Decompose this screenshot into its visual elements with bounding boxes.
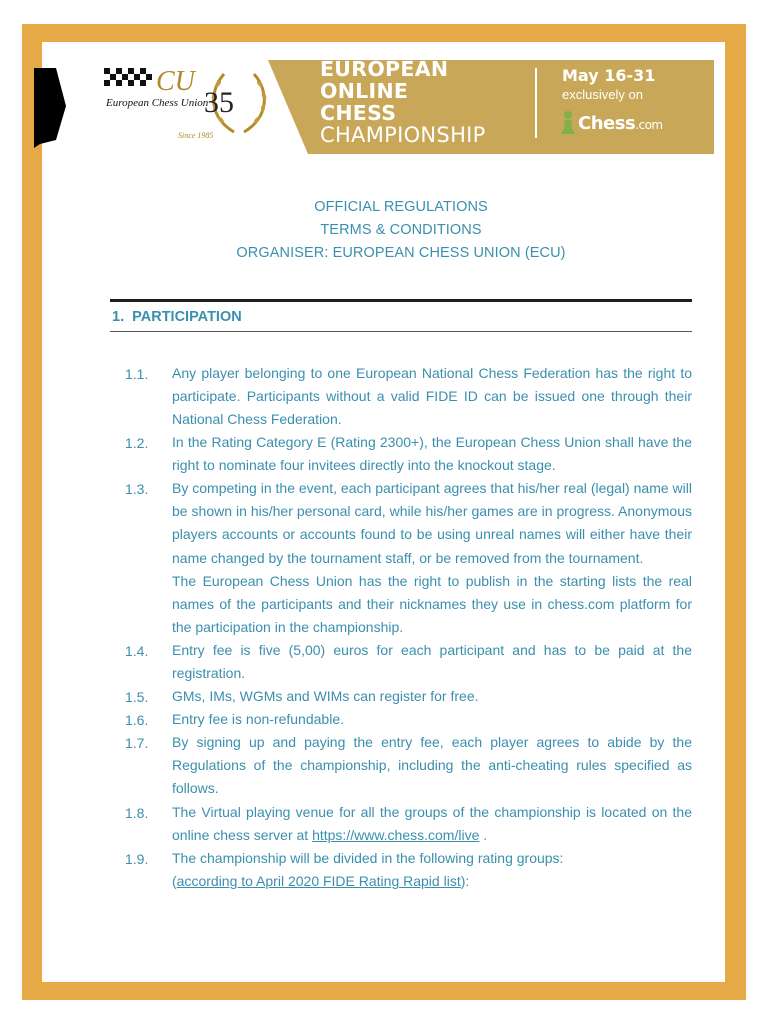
doc-heading: TERMS & CONDITIONS <box>320 222 482 238</box>
chessboard-flag-icon <box>104 68 152 86</box>
banner-title-line: CHESS <box>320 101 397 125</box>
banner-title-line: ONLINE <box>320 79 409 103</box>
banner-title <box>320 58 486 146</box>
bookmark-arrow-icon <box>32 66 68 150</box>
banner-exclusive-text: exclusively on <box>562 87 643 102</box>
item-text: The championship will be divided in the following rating groups: (according to April 2020 FIDE Rating Rapid list): <box>172 850 564 890</box>
ecu-name: European Chess Union <box>106 97 209 109</box>
item-number: 1.5. <box>125 689 149 705</box>
item-number: 1.6. <box>125 712 149 728</box>
banner-title-line: EUROPEAN <box>320 57 449 81</box>
item-text: In the Rating Category E (Rating 2300+), the European Chess Union shall have the right to nominate four invitees directly into the knockout stage. <box>172 434 692 474</box>
banner-divider <box>535 68 537 138</box>
item-text: Entry fee is non-refundable. <box>172 711 344 727</box>
ecu-anniversary: 35 <box>204 86 234 119</box>
chesscom-logo: Chess.com <box>578 113 663 134</box>
item-number: 1.9. <box>125 851 149 867</box>
ecu-since: Since 1985 <box>178 131 214 140</box>
chesscom-live-link[interactable]: https://www.chess.com/live <box>312 827 480 844</box>
ecu-abbrev: CU <box>156 66 195 97</box>
item-number: 1.3. <box>125 481 149 497</box>
item-number: 1.1. <box>125 366 149 382</box>
banner-diagonal <box>268 60 328 154</box>
section-title <box>112 309 242 325</box>
section-number: 1. <box>112 309 125 325</box>
item-text: Any player belonging to one European National Chess Federation has the right to participate. Participants without a valid FIDE ID can be issued one through their National Chess Federation. <box>172 365 692 428</box>
doc-heading: OFFICIAL REGULATIONS <box>314 199 488 215</box>
banner-dates: May 16-31 <box>562 66 656 85</box>
fide-rating-list-link[interactable]: according to April 2020 FIDE Rating Rapid list <box>176 873 461 890</box>
item-text: The Virtual playing venue for all the groups of the championship is located on the online chess server at https://www.chess.com/live . <box>172 804 692 844</box>
banner-title-line: CHAMPIONSHIP <box>320 123 486 147</box>
item-number: 1.8. <box>125 805 149 821</box>
section-rule-top <box>110 299 692 302</box>
item-number: 1.4. <box>125 643 149 659</box>
doc-heading: ORGANISER: EUROPEAN CHESS UNION (ECU) <box>236 245 566 261</box>
item-text: By competing in the event, each participant agrees that his/her real (legal) name will be shown in his/her personal card, while his/her games are in progress. Anonymous players accounts or accounts found to be using unreal names will either have their name changed by the tournament staff, or be removed from the tournament. <box>172 480 692 566</box>
item-number: 1.2. <box>125 435 149 451</box>
section-title-text: PARTICIPATION <box>132 309 242 325</box>
section-rule-bottom <box>110 331 692 332</box>
ecu-logo <box>104 62 272 142</box>
item-number: 1.7. <box>125 735 149 751</box>
item-text: Entry fee is five (5,00) euros for each participant and has to be paid at the registration. <box>172 642 692 682</box>
item-text: By signing up and paying the entry fee, each player agrees to abide by the Regulations of the championship, including the anti-cheating rules specified as follows. <box>172 734 692 797</box>
item-text: The European Chess Union has the right to publish in the starting lists the real names of the participants and their nicknames they use in chess.com platform for the participation in the championship. <box>172 573 692 636</box>
item-text: GMs, IMs, WGMs and WIMs can register for free. <box>172 688 479 704</box>
